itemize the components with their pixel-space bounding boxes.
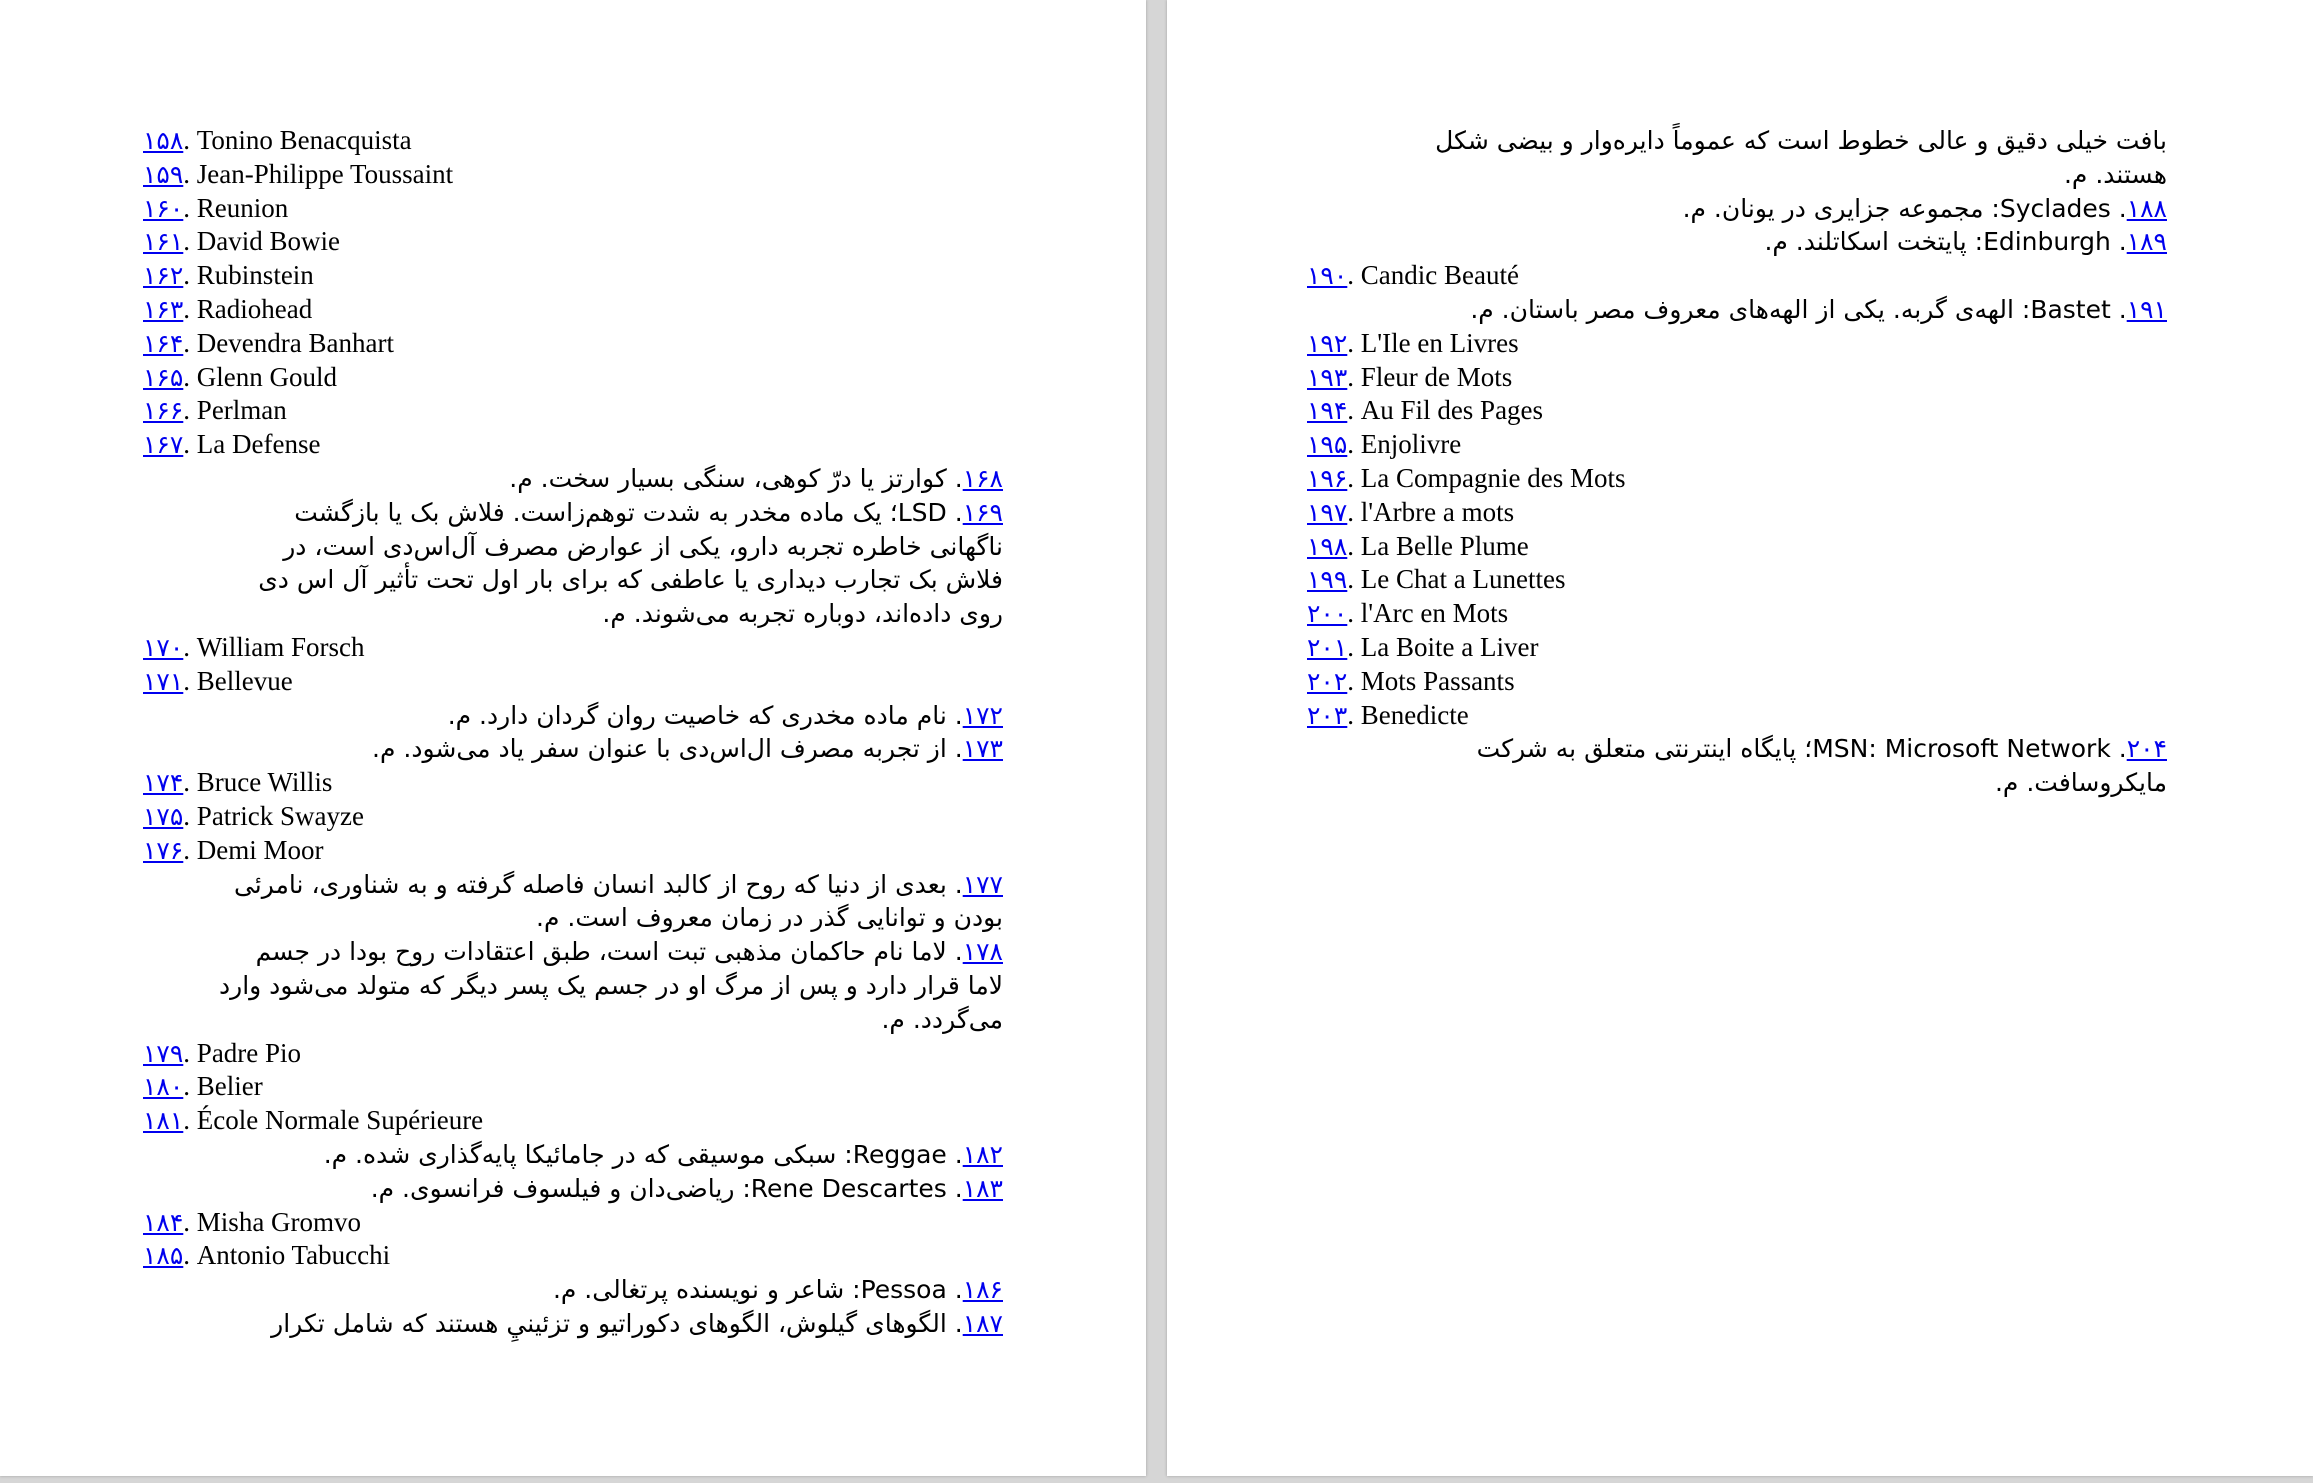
footnote-link[interactable]: ۱۹۳ — [1307, 362, 1348, 392]
footnote-۱۷۷: ۱۷۷. بعدی از دنیا که روح از کالبد انسان فاصله گرفته و به شناوری، نامرئی — [233, 869, 1003, 899]
footnote-text: Patrick Swayze — [196, 800, 364, 831]
footnote-link[interactable]: ۱۷۰ — [143, 632, 184, 662]
footnote-text: Le Chat a Lunettes — [1360, 564, 1566, 595]
footnote-text: Bastet: الهه‌ی گربه. یکی از الهه‌های معروف مصر باستان. م. — [1470, 294, 2111, 324]
footnote-link[interactable]: ۱۶۴ — [143, 328, 184, 358]
footnote-text: La Compagnie des Mots — [1360, 462, 1626, 493]
footnote-link[interactable]: ۱۹۹ — [1307, 565, 1348, 595]
footnote-link[interactable]: ۱۷۸ — [962, 937, 1003, 967]
footnote-continuation — [1307, 158, 2167, 192]
footnote-continuation — [143, 597, 1003, 631]
footnote-link[interactable]: ۱۶۹ — [962, 497, 1003, 527]
footnote-continuation — [143, 969, 1003, 1003]
footnote-۱۹۷: ۱۹۷. l'Arbre a mots — [1307, 496, 1515, 527]
footnote-text: از تجربه مصرف ال‌اس‌دی با عنوان سفر یاد می‌شود. م. — [372, 734, 947, 764]
footnote-۱۵۸: ۱۵۸. Tonino Benacquista — [143, 125, 412, 155]
footnote-text: Reunion — [196, 192, 289, 223]
footnote-۲۰۴: ۲۰۴. MSN: Microsoft Network؛ پایگاه اینترنتی متعلق به شرکت — [1476, 734, 2167, 764]
footnote-۱۸۲: ۱۸۲. Reggae: سبکی موسیقی که در جامائیکا پایه‌گذاری شده. م. — [323, 1139, 1003, 1169]
footnote-۱۶۹: ۱۶۹. LSD؛ یک ماده مخدر به شدت توهم‌زاست. فلاش بک یا بازگشت — [294, 497, 1003, 527]
footnote-link[interactable]: ۱۶۵ — [143, 362, 184, 392]
footnote-text: Pessoa: شاعر و نویسنده پرتغالی. م. — [552, 1275, 947, 1305]
footnote-text: Belier — [196, 1071, 263, 1102]
footnote-link[interactable]: ۱۶۲ — [143, 261, 184, 291]
footnote-text: Syclades: مجموعه جزایری در یونان. م. — [1682, 193, 2111, 223]
footnote-۱۷۸: ۱۷۸. لاما نام حاکمان مذهبی تبت است، طبق اعتقادات روح بودا در جسم — [255, 937, 1003, 967]
footnote-۱۶۵: ۱۶۵. Glenn Gould — [143, 361, 338, 392]
footnote-link[interactable]: ۲۰۴ — [2126, 734, 2167, 764]
footnote-text: Bellevue — [196, 665, 293, 696]
footnote-text: MSN: Microsoft Network؛ پایگاه اینترنتی متعلق به شرکت — [1476, 734, 2111, 764]
footnote-text: LSD؛ یک ماده مخدر به شدت توهم‌زاست. فلاش بک یا بازگشت — [294, 497, 947, 527]
footnote-link[interactable]: ۲۰۳ — [1307, 700, 1348, 730]
footnote-۱۸۱: ۱۸۱. École Normale Supérieure — [143, 1105, 484, 1136]
footnote-text: Devendra Banhart — [196, 327, 394, 358]
footnote-link[interactable]: ۱۷۶ — [143, 835, 184, 865]
footnotes-column-right — [1307, 124, 2167, 800]
footnote-link[interactable]: ۱۸۳ — [962, 1173, 1003, 1203]
footnote-۲۰۱: ۲۰۱. La Boite a Liver — [1307, 631, 1539, 662]
footnote-۱۷۰: ۱۷۰. William Forsch — [143, 631, 365, 662]
footnote-text: Reggae: سبکی موسیقی که در جامائیکا پایه‌گذاری شده. م. — [323, 1139, 947, 1169]
footnote-۱۸۴: ۱۸۴. Misha Gromvo — [143, 1206, 362, 1237]
footnote-text: روی داده‌اند، دوباره تجربه می‌شوند. م. — [602, 599, 1003, 629]
footnote-link[interactable]: ۱۸۲ — [962, 1139, 1003, 1169]
footnote-text: Misha Gromvo — [196, 1206, 362, 1237]
footnote-link[interactable]: ۱۶۸ — [962, 463, 1003, 493]
footnote-۱۷۹: ۱۷۹. Padre Pio — [143, 1037, 302, 1068]
footnote-link[interactable]: ۱۹۷ — [1307, 497, 1348, 527]
footnote-۱۷۳: ۱۷۳. از تجربه مصرف ال‌اس‌دی با عنوان سفر یاد می‌شود. م. — [372, 734, 1003, 764]
footnote-۱۸۳: ۱۸۳. Rene Descartes: ریاضی‌دان و فیلسوف فرانسوی. م. — [370, 1173, 1003, 1203]
footnote-link[interactable]: ۱۹۸ — [1307, 531, 1348, 561]
footnote-text: Enjolivre — [1360, 429, 1462, 460]
footnote-text: l'Arbre a mots — [1360, 496, 1515, 527]
footnote-link[interactable]: ۱۸۸ — [2126, 193, 2167, 223]
footnote-۱۸۷: ۱۸۷. الگوهای گیلوش، الگوهای دکوراتیو و تزئینيِ هستند که شامل تکرار — [271, 1308, 1003, 1338]
footnote-link[interactable]: ۱۸۵ — [143, 1241, 184, 1271]
footnote-۱۹۹: ۱۹۹. Le Chat a Lunettes — [1307, 564, 1566, 595]
footnote-text: Bruce Willis — [196, 767, 333, 798]
footnote-۱۹۱: ۱۹۱. Bastet: الهه‌ی گربه. یکی از الهه‌های معروف مصر باستان. م. — [1470, 294, 2167, 324]
footnote-۱۹۴: ۱۹۴. Au Fil des Pages — [1307, 395, 1544, 426]
footnote-continuation — [1307, 766, 2167, 800]
footnote-text: کوارتز یا درّ کوهی، سنگی بسیار سخت. م. — [509, 463, 947, 493]
footnote-۱۶۰: ۱۶۰. Reunion — [143, 192, 289, 223]
footnote-۱۶۳: ۱۶۳. Radiohead — [143, 293, 313, 324]
footnote-text: Benedicte — [1360, 699, 1469, 730]
footnote-۱۷۱: ۱۷۱. Bellevue — [143, 665, 293, 696]
footnote-۲۰۰: ۲۰۰. l'Arc en Mots — [1307, 598, 1509, 629]
footnote-link[interactable]: ۱۸۷ — [962, 1308, 1003, 1338]
footnote-text: Jean-Philippe Toussaint — [196, 158, 454, 189]
footnote-۱۹۶: ۱۹۶. La Compagnie des Mots — [1307, 462, 1626, 493]
footnote-text: La Belle Plume — [1360, 530, 1529, 561]
footnote-۱۷۵: ۱۷۵. Patrick Swayze — [143, 800, 364, 831]
footnote-link[interactable]: ۱۵۸ — [143, 126, 184, 155]
footnote-link[interactable]: ۱۷۱ — [143, 666, 184, 696]
footnote-۱۶۱: ۱۶۱. David Bowie — [143, 226, 341, 257]
footnote-text: لاما نام حاکمان مذهبی تبت است، طبق اعتقادات روح بودا در جسم — [255, 937, 947, 967]
footnote-text: Radiohead — [196, 293, 313, 324]
footnote-text: بودن و توانایی گذر در زمان معروف است. م. — [536, 903, 1003, 933]
footnote-text: École Normale Supérieure — [196, 1105, 484, 1136]
footnote-text: La Defense — [196, 429, 321, 460]
footnote-link[interactable]: ۱۹۱ — [2126, 294, 2167, 324]
footnote-link[interactable]: ۱۹۲ — [1307, 328, 1348, 358]
footnote-continuation — [143, 563, 1003, 597]
footnote-link[interactable]: ۲۰۱ — [1307, 632, 1348, 662]
footnote-link[interactable]: ۱۷۷ — [962, 869, 1003, 899]
footnote-text: Tonino Benacquista — [196, 125, 412, 155]
footnote-link[interactable]: ۱۹۵ — [1307, 430, 1348, 460]
footnote-continuation — [143, 1003, 1003, 1037]
footnote-۱۸۰: ۱۸۰. Belier — [143, 1071, 263, 1102]
footnote-link[interactable]: ۱۸۶ — [962, 1275, 1003, 1305]
footnote-link[interactable]: ۲۰۲ — [1307, 666, 1348, 696]
footnote-link[interactable]: ۱۸۰ — [143, 1072, 184, 1102]
footnote-text: بعدی از دنیا که روح از کالبد انسان فاصله گرفته و به شناوری، نامرئی — [233, 869, 947, 899]
footnote-text: لاما قرار دارد و پس از مرگ او در جسم یک پسر دیگر که متولد می‌شود وارد — [219, 970, 1003, 1000]
footnote-link[interactable]: ۱۷۴ — [143, 768, 184, 798]
footnote-text: Candic Beauté — [1360, 260, 1519, 291]
footnote-link[interactable]: ۱۹۰ — [1307, 261, 1348, 291]
footnote-text: هستند. م. — [2063, 159, 2167, 189]
footnote-text: فلاش بک تجارب دیداری یا عاطفی که برای بار اول تحت تأثیر آل اس دی — [258, 565, 1003, 595]
footnote-link[interactable]: ۱۸۱ — [143, 1106, 184, 1136]
footnotes-column-left — [143, 124, 1003, 1341]
footnote-link[interactable]: ۱۷۳ — [962, 734, 1003, 764]
footnote-۱۹۳: ۱۹۳. Fleur de Mots — [1307, 361, 1513, 392]
footnote-continuation — [143, 901, 1003, 935]
footnote-link[interactable]: ۱۸۴ — [143, 1207, 184, 1237]
footnote-۱۷۲: ۱۷۲. نام ماده مخدری که خاصیت روان گردان دارد. م. — [447, 700, 1003, 730]
footnote-۱۷۴: ۱۷۴. Bruce Willis — [143, 767, 333, 798]
footnote-۱۸۶: ۱۸۶. Pessoa: شاعر و نویسنده پرتغالی. م. — [552, 1275, 1003, 1305]
footnote-text: Perlman — [196, 395, 287, 426]
footnote-link[interactable]: ۱۷۲ — [962, 700, 1003, 730]
footnote-link[interactable]: ۱۵۹ — [143, 159, 184, 189]
footnote-link[interactable]: ۱۶۱ — [143, 227, 184, 257]
footnote-text: l'Arc en Mots — [1360, 598, 1509, 629]
footnote-link[interactable]: ۱۹۶ — [1307, 463, 1348, 493]
footnote-۱۶۲: ۱۶۲. Rubinstein — [143, 260, 314, 291]
footnote-text: Antonio Tabucchi — [196, 1240, 391, 1271]
footnote-text: نام ماده مخدری که خاصیت روان گردان دارد. م. — [447, 700, 947, 730]
footnote-link[interactable]: ۱۶۶ — [143, 396, 184, 426]
footnote-text: بافت خیلی دقیق و عالی خطوط است که عموماً دایره‌وار و بیضی شکل — [1435, 126, 2167, 155]
footnote-text: مایکروسافت. م. — [1994, 768, 2167, 798]
footnote-link[interactable]: ۲۰۰ — [1307, 599, 1348, 629]
right-page — [1167, 0, 2313, 1476]
footnote-۱۶۴: ۱۶۴. Devendra Banhart — [143, 327, 394, 358]
footnote-۱۶۷: ۱۶۷. La Defense — [143, 429, 321, 460]
footnote-link[interactable]: ۱۹۴ — [1307, 396, 1348, 426]
footnote-text: William Forsch — [196, 631, 365, 662]
footnote-۲۰۲: ۲۰۲. Mots Passants — [1307, 665, 1515, 696]
footnote-۱۸۸: ۱۸۸. Syclades: مجموعه جزایری در یونان. م. — [1682, 193, 2167, 223]
footnote-۱۵۹: ۱۵۹. Jean-Philippe Toussaint — [143, 158, 454, 189]
footnote-۱۹۰: ۱۹۰. Candic Beauté — [1307, 260, 1519, 291]
footnote-۱۹۸: ۱۹۸. La Belle Plume — [1307, 530, 1529, 561]
footnote-link[interactable]: ۱۸۹ — [2126, 227, 2167, 257]
footnote-text: Rene Descartes: ریاضی‌دان و فیلسوف فرانسوی. م. — [370, 1173, 947, 1203]
footnote-text: Fleur de Mots — [1360, 361, 1513, 392]
footnote-link[interactable]: ۱۶۳ — [143, 294, 184, 324]
left-page — [0, 0, 1146, 1476]
footnote-۱۶۶: ۱۶۶. Perlman — [143, 395, 287, 426]
footnote-link[interactable]: ۱۷۵ — [143, 801, 184, 831]
footnote-text: La Boite a Liver — [1360, 631, 1539, 662]
footnote-link[interactable]: ۱۷۹ — [143, 1038, 184, 1068]
footnote-continuation — [143, 530, 1003, 564]
footnote-text: Glenn Gould — [196, 361, 338, 392]
footnote-text: Demi Moor — [196, 834, 324, 865]
footnote-text: Rubinstein — [196, 260, 314, 291]
footnote-text: David Bowie — [196, 226, 341, 257]
footnote-link[interactable]: ۱۶۷ — [143, 430, 184, 460]
footnote-link[interactable]: ۱۶۰ — [143, 193, 184, 223]
footnote-text: ناگهانی خاطره تجربه دارو، یکی از عوارض مصرف آل‌اس‌دی است، در — [283, 531, 1003, 561]
footnote-text: الگوهای گیلوش، الگوهای دکوراتیو و تزئینيِ هستند که شامل تکرار — [271, 1308, 947, 1338]
footnote-text: Edinburgh: پایتخت اسکاتلند. م. — [1764, 227, 2111, 257]
footnote-۱۹۲: ۱۹۲. L'Ile en Livres — [1307, 327, 1519, 358]
footnote-text: Au Fil des Pages — [1360, 395, 1544, 426]
footnote-text: Mots Passants — [1360, 665, 1515, 696]
footnote-۱۸۹: ۱۸۹. Edinburgh: پایتخت اسکاتلند. م. — [1764, 227, 2167, 257]
footnote-۱۹۵: ۱۹۵. Enjolivre — [1307, 429, 1462, 460]
footnote-۱۷۶: ۱۷۶. Demi Moor — [143, 834, 324, 865]
footnote-۱۶۸: ۱۶۸. کوارتز یا درّ کوهی، سنگی بسیار سخت. م. — [509, 463, 1003, 493]
footnote-continuation — [1307, 124, 2167, 158]
footnote-text: L'Ile en Livres — [1360, 327, 1519, 358]
footnote-۲۰۳: ۲۰۳. Benedicte — [1307, 699, 1469, 730]
footnote-text: Padre Pio — [196, 1037, 302, 1068]
footnote-۱۸۵: ۱۸۵. Antonio Tabucchi — [143, 1240, 391, 1271]
footnote-text: می‌گردد. م. — [881, 1004, 1003, 1034]
